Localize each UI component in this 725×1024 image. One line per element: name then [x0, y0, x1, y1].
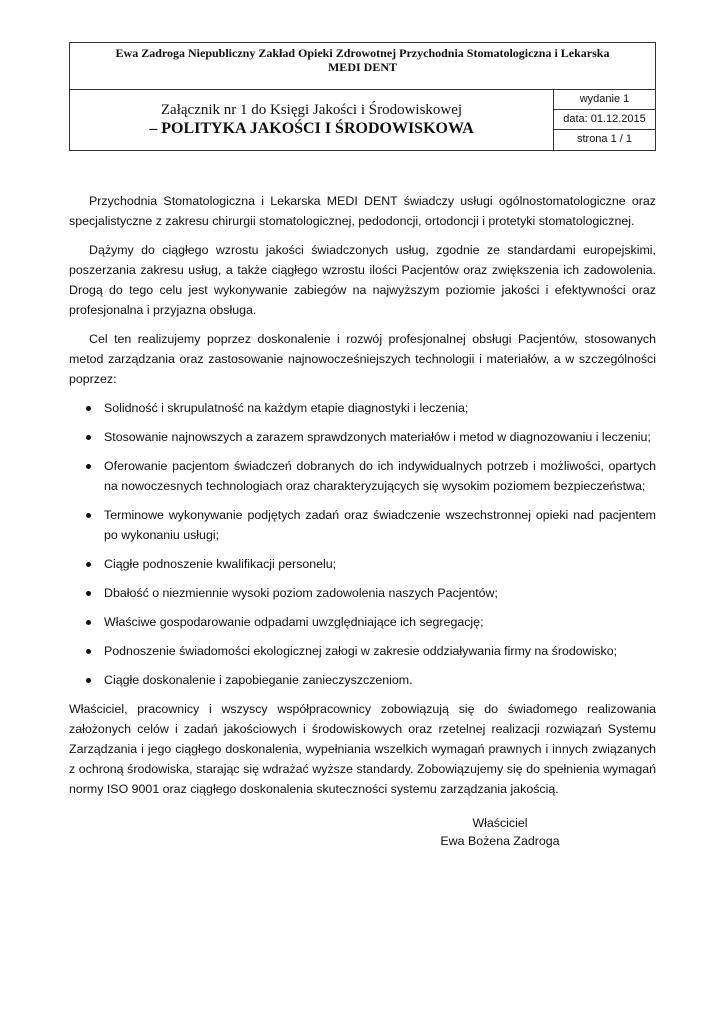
intro-paragraph: Przychodnia Stomatologiczna i Lekarska MEDI DENT świadczy usługi ogólnostomatologiczne oraz specjalistyczne z zakresu chirurgii stomatologicznej, pedodoncji, ortodoncji i protetyki stomatologicznej. [69, 194, 656, 228]
list-item-text: Podnoszenie świadomości ekologicznej załogi w zakresie oddziaływania firmy na środowisko; [104, 644, 618, 658]
list-item-text: Solidność i skrupulatność na każdym etapie diagnostyki i leczenia; [104, 401, 469, 415]
signature-block [430, 814, 570, 850]
bullet-icon [86, 464, 91, 469]
list-item [69, 583, 656, 603]
list-item [69, 398, 656, 418]
document-title-cell [70, 90, 554, 151]
closing-paragraph: Właściciel, pracownicy i wszyscy współpracownicy zobowiązują się do świadomego realizowania założonych celów i zadań jakościowych i środowiskowych oraz rzetelnej realizacji rozwiązań Systemu Zarządzania i jego ciągłego doskonalenia, wypełniania wszelkich wymagań prawnych i innych związanych z ochroną środowiska, starając się wdrażać wyższe standardy. Zobowiązujemy się do spełnienia wymagań normy ISO 9001 oraz ciągłego doskonalenia skuteczności systemu zarządzania jakością. [69, 702, 656, 796]
list-item-text: Oferowanie pacjentom świadczeń dobranych do ich indywidualnych potrzeb i możliwości, opartych na nowoczesnych technologiach oraz charakteryzujących się wysokim poziomem bezpieczeństwa; [104, 459, 656, 493]
list-item [69, 554, 656, 574]
document-header-table [69, 42, 656, 151]
document-meta-cell [554, 90, 655, 151]
bullet-icon [86, 649, 91, 654]
goals-paragraph: Dążymy do ciągłego wzrostu jakości świadczonych usług, zgodnie ze standardami europejskimi, poszerzania zakresu usług, a także ciągłego wzrostu ilości Pacjentów oraz zwiększenia ich zadowolenia. Drogą do tego celu jest wykonywanie zabiegów na najwyższym poziomie jakości i efektywności oraz profesjonalna i przyjazna obsługa. [69, 243, 656, 317]
document-title-policy: – POLITYKA JAKOŚCI I ŚRODOWISKOWA [149, 120, 474, 137]
list-item [69, 505, 656, 545]
bullet-icon [86, 406, 91, 411]
list-item-text: Właściwe gospodarowanie odpadami uwzględniające ich segregację; [104, 615, 484, 629]
list-item [69, 670, 656, 690]
clinic-name: MEDI DENT [327, 60, 397, 74]
signature-name: Ewa Bożena Zadroga [440, 834, 560, 848]
list-item [69, 641, 656, 661]
policy-body [69, 191, 656, 808]
organization-name: Ewa Zadroga Niepubliczny Zakład Opieki Zdrowotnej Przychodnia Stomatologiczna i Lekarska [115, 46, 610, 60]
list-item [69, 612, 656, 632]
list-item-text: Stosowanie najnowszych a zarazem sprawdzonych materiałów i metod w diagnozowaniu i leczeniu; [104, 430, 651, 444]
bullet-icon [86, 435, 91, 440]
edition-label: wydanie 1 [554, 90, 655, 110]
date-label: data: 01.12.2015 [554, 110, 655, 130]
organization-header [70, 43, 655, 90]
document-title-annex: Załącznik nr 1 do Księgi Jakości i Środowiskowej [160, 102, 463, 118]
methods-paragraph: Cel ten realizujemy poprzez doskonalenie i rozwój profesjonalnej obsługi Pacjentów, stosowanych metod zarządzania oraz zastosowanie najnowocześniejszych technologii i materiałów, a w szczególności poprzez: [69, 332, 656, 386]
list-item-text: Ciągłe doskonalenie i zapobieganie zanieczyszczeniom. [104, 673, 413, 687]
list-item-text: Dbałość o niezmiennie wysoki poziom zadowolenia naszych Pacjentów; [104, 586, 498, 600]
bullet-icon [86, 678, 91, 683]
signature-role: Właściciel [472, 816, 528, 830]
bullet-icon [86, 591, 91, 596]
policy-bullet-list [69, 398, 656, 690]
list-item-text: Terminowe wykonywanie podjętych zadań oraz świadczenie wszechstronnej opieki nad pacjentem po wykonaniu usługi; [104, 508, 656, 542]
bullet-icon [86, 513, 91, 518]
list-item [69, 456, 656, 496]
bullet-icon [86, 562, 91, 567]
page-number-label: strona 1 / 1 [576, 133, 633, 145]
list-item-text: Ciągłe podnoszenie kwalifikacji personelu; [104, 557, 337, 571]
list-item [69, 427, 656, 447]
bullet-icon [86, 620, 91, 625]
